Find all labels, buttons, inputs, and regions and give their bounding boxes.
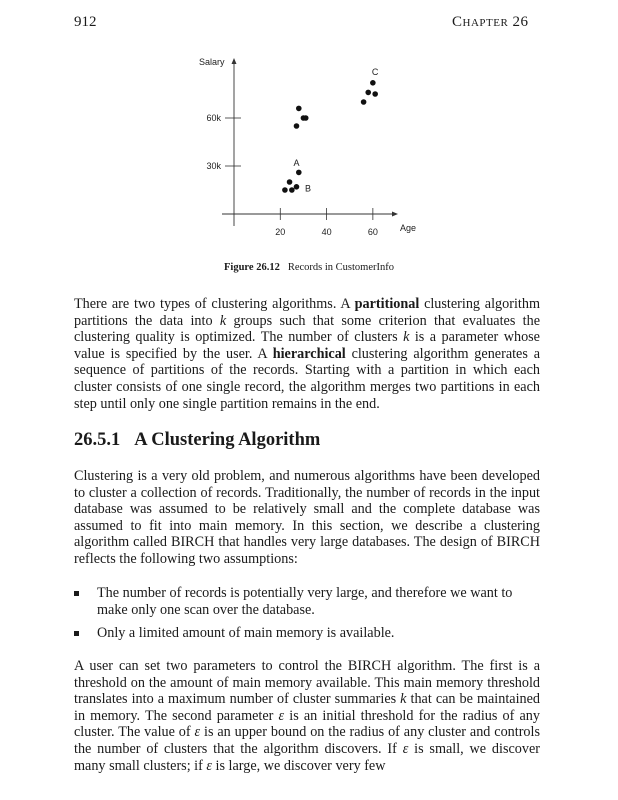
x-tick-label: 40 (321, 227, 332, 237)
list-item-text: The number of records is potentially very large, and therefore we want to make only one scan over the database. (97, 585, 513, 618)
x-axis-label: Age (400, 223, 417, 233)
data-point (289, 187, 295, 193)
data-point (296, 170, 302, 176)
list-item (74, 585, 540, 618)
y-tick-label: 30k (206, 161, 221, 171)
math-symbol: ε (278, 707, 285, 724)
bold-term: partitional (354, 296, 420, 312)
text-run: is large, we discover very few (212, 757, 386, 774)
math-symbol: ε (402, 740, 409, 757)
section-number: 26.5.1 (74, 430, 121, 450)
bold-term: hierarchical (272, 345, 346, 362)
scatter-figure (196, 48, 422, 248)
section-title: A Clustering Algorithm (134, 430, 321, 450)
data-point (296, 106, 302, 112)
bullet-marker (74, 631, 79, 636)
y-axis-label: Salary (199, 57, 225, 67)
text-run: that can be maintained in memory. The second parameter (74, 691, 540, 724)
paragraph-birch-parameters (74, 658, 540, 774)
cluster-label: B (305, 183, 312, 194)
data-point (294, 123, 300, 129)
page-number: 912 (74, 14, 97, 30)
text-run: is a parameter whose value is specified by the user. A (74, 329, 540, 362)
caption-label: Figure 26.12 (224, 262, 280, 273)
data-point (282, 187, 288, 193)
data-point (365, 90, 371, 96)
data-point (372, 91, 378, 97)
data-point (370, 80, 376, 86)
cluster-label: C (371, 66, 379, 77)
x-tick-label: 20 (275, 227, 286, 237)
math-symbol: k (403, 329, 410, 346)
figure-caption (0, 262, 618, 273)
data-point (303, 115, 309, 121)
x-axis-arrow (392, 212, 398, 217)
list-item-text: Only a limited amount of main memory is available. (97, 625, 395, 641)
data-point (287, 179, 293, 185)
caption-text: Records in CustomerInfo (287, 262, 394, 273)
math-symbol: k (400, 691, 407, 708)
section-heading (74, 430, 320, 451)
x-tick-label: 60 (367, 227, 378, 237)
text-run: groups such that some criterion that evaluates the clustering quality is optimized. The number of clusters (74, 312, 541, 346)
paragraph-birch-intro: Clustering is a very old problem, and numerous algorithms have been developed to cluster a collection of records. Traditionally, the number of records in the input database was assumed to be relatively small and the complete database was assumed to fit into main memory. In this section, we describe a clustering algorithm called BIRCH that handles very large databases. The design of BIRCH reflects the following two assumptions: (74, 468, 540, 567)
math-symbol: ε (206, 757, 212, 774)
text-run: is an initial threshold for the radius of any cluster. The value of (74, 707, 540, 741)
text-run: clustering algorithm partitions the data into (74, 296, 540, 329)
chapter-heading: Chapter 26 (452, 14, 529, 30)
list-item (74, 625, 540, 642)
cluster-label: A (293, 158, 300, 168)
bullet-marker (74, 591, 79, 596)
text-run: There are two types of clustering algorithms. A (74, 296, 355, 312)
text-run: A user can set two parameters to control the BIRCH algorithm. The first is a threshold on the amount of main memory available. This main memory threshold translates into a maximum number of cluster summaries (74, 658, 540, 708)
y-tick-label: 60k (206, 113, 221, 123)
text-run: is an upper bound on the radius of any cluster and controls the number of clusters that the algorithm discovers. If (74, 724, 540, 757)
paragraph-clustering-types (74, 296, 540, 412)
data-point (294, 184, 300, 190)
y-axis-arrow (232, 58, 237, 64)
text-run: is small, we discover many small clusters; if (74, 740, 540, 774)
math-symbol: ε (194, 724, 201, 741)
text-run: clustering algorithm generates a sequence of partitions of the records. Starting with a partition in which each cluster consists of one single record, the algorithm merges two partitions in each step until only one single partition remains in the end. (74, 345, 540, 412)
math-symbol: k (219, 312, 227, 329)
data-point (361, 99, 367, 105)
